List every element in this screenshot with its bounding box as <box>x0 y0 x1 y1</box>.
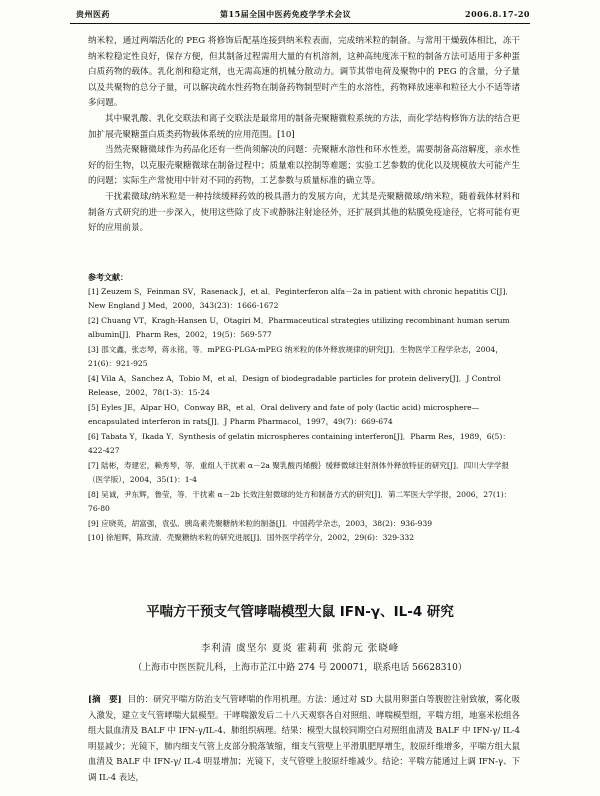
reference-item: [7] 陆彬，寿建宏，赖秀琴，等．重组人干扰素 α－2a 聚乳酸丙烯酸｝缓释微球注射剂体外释放特征的研究[J]．四川大学学报（医学版），2004，35(1)：1-4 <box>88 460 510 484</box>
reference-item: [10] 徐旭辉，陈玫清．壳聚糖纳米粒的研究进展[J]．国外医学药学分，2002，29(6)：329-332 <box>88 533 415 542</box>
conference-name: 第15届全国中医药免疫学学术会议 <box>220 9 352 19</box>
body-paragraph: 其中聚乳酸、乳化交联法和离子交联法是最常用的制备壳聚糖微粒系统的方法，而化学结构修饰方法的结合更加扩展壳聚糖蛋白质类药物载体系统的应用范围。[10] <box>88 113 520 140</box>
reference-item: [6] Tabata Y，Ikada Y．Synthesis of gelatin microspheres containing interferon[J]．Pharm Res，1989，6(5)：422-427 <box>88 431 510 455</box>
body-paragraph: 纳米粒，通过两端活化的 PEG 将修饰后配基连接到纳米粒表面，完成纳米粒的制备。与常用干燥载体相比，冻干纳米粒稳定性良好，保存方便，但其制备过程需用大量的有机溶剂，这种高纯度冻干粒的制备方法可适用于多种蛋白质药物的载体。乳化剂和稳定剂，也无需高速的机械分散动力。调节其带电荷及聚物中的 PEG 的含量，分子量以及共聚物的总分子量，可以解决疏水性药物在制备药物制型时产生的水溶性，药物释放速率和粒径大小不适等诸多问题。 <box>88 36 520 109</box>
body-paragraph: 当然壳聚糖微球作为药品化还有一些尚须解决的问题：壳聚糖水溶性和环水性差，需要制备高溶解度，亲水性好的衍生物，以克服壳聚糖微球在制备过程中；质量难以控制等难题；实验工艺参数的优化以及规模放大可能产生的问题；实际生产常使用中针对不同的药物，工艺参数与质量标准的确立等。 <box>88 145 520 187</box>
reference-item: [3] 邵文鑫，张志琴，蒋永铭，等．mPEG-PLGA-mPEG 纳米粒的体外释放规律的研究[J]．生物医学工程学杂志，2004，21(6)：921-925 <box>88 344 503 368</box>
article-authors: 李利清 虞坚尔 夏炎 霍莉莉 张韵元 张晓峰 <box>200 643 400 654</box>
article-title: 平喘方干预支气管哮喘模型大鼠 IFN-γ、IL-4 研究 <box>146 604 454 620</box>
conference-date: 2006.8.17-20 <box>465 9 530 19</box>
abstract <box>88 692 520 786</box>
references-title: 参考文献： <box>88 272 128 282</box>
reference-item: [4] Vila A，Sanchez A，Tobio M，et al．Design of biodegradable particles for protein delivery[J]．J Control Release，2002，78(1-3)：15-24 <box>88 373 501 397</box>
reference-item: [8] 吴诚，尹东辉，鲁莹，等．干扰素 α－2b 长效注射微球的处方和制备方式的研究[J]．第二军医大学学报，2006，27(1)：76-80 <box>88 489 512 513</box>
running-header <box>70 9 530 24</box>
references <box>88 270 520 546</box>
reference-item: [1] Zeuzem S，Feinman SV，Rasenack J，et al．Peginterferon alfa－2a in patient with chronic hepatitis C[J]．New England J Med，2000，343(23)：1666-1672 <box>88 286 513 310</box>
reference-item: [9] 应晓英，胡富强，袁弘．胰岛素壳聚糖纳米粒的制备[J]．中国药学杂志，2003，38(2)：936-939 <box>88 518 433 528</box>
abstract-text: 目的：研究平喘方防治支气管哮喘的作用机理。方法：通过对 SD 大鼠用卵蛋白等腹腔注射致敏，雾化吸入激发，建立支气管哮喘大鼠模型。干哮喘激发后二十八天观察各自对照组、哮喘模型组，平喘方组，地塞米松组各组大鼠血清及 BALF 中 IFN-γ/IL-4、肺组织病理。结果：模型大鼠较同期空白对照组血清及 BALF 中 IFN-γ/ IL-4 明显减少；光镜下，肺内细支气管上皮部分脱落皱缩，细支气管壁上平滑肌肥厚增生，胶原纤维增多，平喘方组大鼠血清及 BALF 中 IFN-γ/ IL-4 明显增加；光镜下，支气管壁上胶原纤维减少。结论：平喘方能通过上调 IFN-γ、下调 IL-4 表达， <box>88 694 520 782</box>
abstract-label: [摘 要] <box>88 694 122 704</box>
reference-item: [5] Eyles JE，Alpar HO，Conway BR，et al．Oral delivery and fate of poly (lactic acid) microsphere—encapsulated interferon in rats[J]．J Pharm Pharmacol，1997，49(7)：669-674 <box>88 402 480 426</box>
reference-item: [2] Chuang VT，Kragh-Hansen U，Otagiri M．Pharmaceutical strategies utilizing recombinant human serum albumin[J]．Pharm Res，2002，19(5)：569-577 <box>88 315 510 339</box>
reference-list <box>88 285 520 546</box>
body-paragraph: 干扰素微球/纳米粒是一种持续缓释药效的极具潜力的发展方向，尤其是壳聚糖微球/纳米粒，随着载体材料和制备方式研究的进一步深入，使用这些除了皮下或静脉注射途径外，还扩展到其他的粘膜免疫途径，它将可能有更好的应用前景。 <box>88 191 520 234</box>
journal-name: 贵州医药 <box>76 9 110 19</box>
article-affiliation: （上海市中医医院儿科，上海市芷江中路 274 号 200071，联系电话 56628310） <box>133 663 467 673</box>
body-text <box>88 34 520 237</box>
